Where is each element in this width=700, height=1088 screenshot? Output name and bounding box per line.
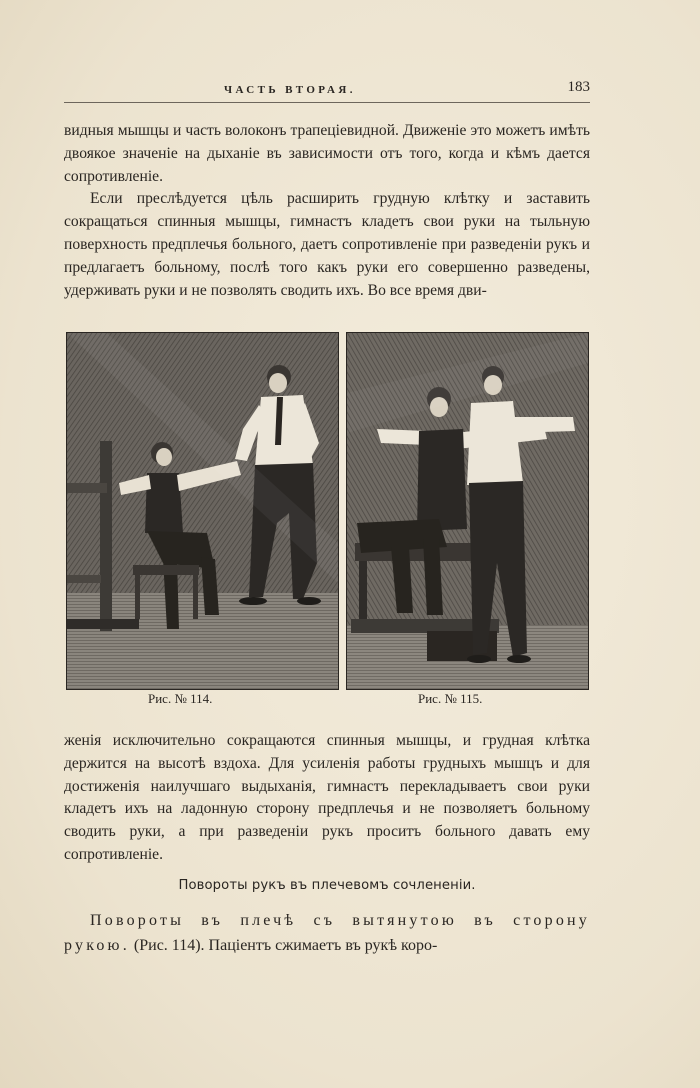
text-block-middle bbox=[64, 730, 590, 867]
paragraph: видныя мышцы и часть волоконъ трапецiевидной. Движенiе это можетъ имѣть двоякое значенiе на дыханiе въ зависимости отъ того, когда и кѣмъ дается сопротивленiе. bbox=[64, 122, 590, 185]
paragraph bbox=[64, 908, 590, 958]
paragraph: Если преслѣдуется цѣль расширить грудную клѣтку и заставить сокращаться спинныя мышцы, гимнастъ кладетъ свои руки на тыльную поверхность предплечья больного, даетъ сопротивленiе при разведенiи рукъ и предлагаетъ больному, послѣ того какъ руки его совершенно разведены, удерживать руки и не позволять сводить ихъ. Во все время дви- bbox=[64, 190, 590, 299]
text-block-bottom bbox=[64, 908, 590, 958]
paragraph-rest: (Рис. 114). Пацiентъ сжимаетъ въ рукѣ коро- bbox=[129, 937, 438, 954]
running-title: ЧАСТЬ ВТОРАЯ. bbox=[224, 84, 356, 96]
page-number: 183 bbox=[567, 79, 590, 95]
paragraph: женiя исключительно сокращаются спинныя мышцы, и грудная клѣтка держится на высотѣ вздоха. Для усиленiя работы грудныхъ мышцъ и для достиженiя наилучшаго выдыханiя, гимнастъ перекладываетъ свои руки кладетъ ихъ на ладонную сторону предплечья и не позволяетъ больному сводить руки, а при разведенiи рукъ проситъ больного давать ему сопротивленiе. bbox=[64, 732, 590, 863]
figure-115-engraving bbox=[346, 332, 589, 690]
spaced-text: Повороты въ плечѣ съ вытянутою въ сторону рукою. bbox=[64, 912, 590, 954]
figure-114-engraving bbox=[66, 332, 339, 690]
section-heading: Повороты рукъ въ плечевомъ сочлененiи. bbox=[178, 878, 476, 893]
page-header bbox=[64, 78, 590, 103]
text-block-top bbox=[64, 120, 590, 302]
figure-115-caption: Рис. № 115. bbox=[418, 691, 483, 706]
figure-114-caption: Рис. № 114. bbox=[148, 691, 213, 706]
